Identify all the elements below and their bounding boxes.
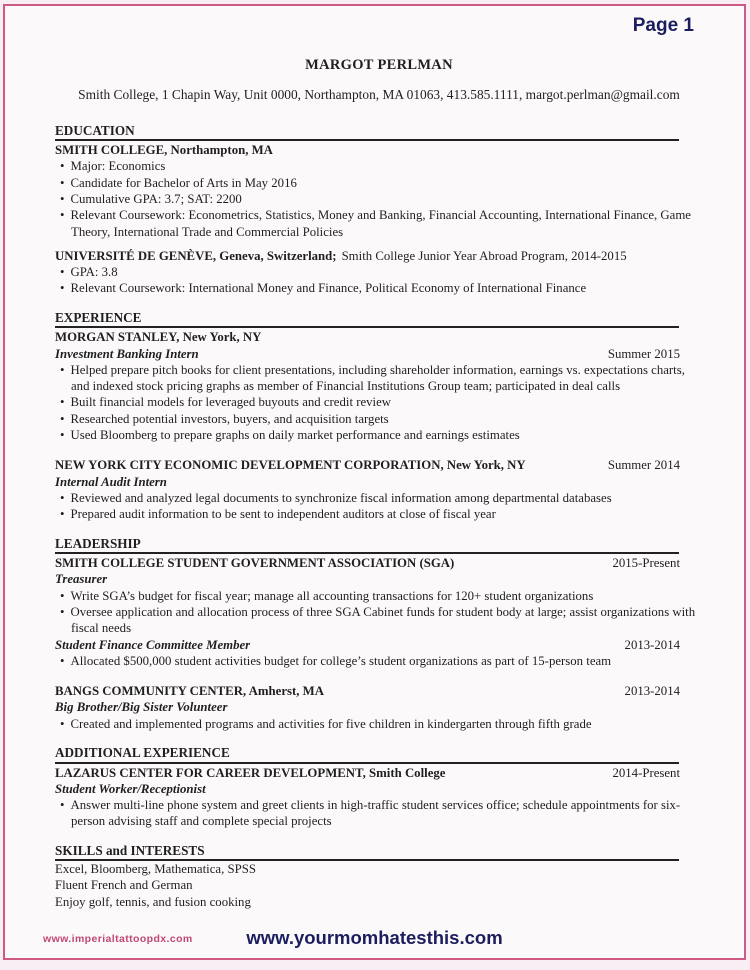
section-experience bbox=[55, 310, 703, 523]
section-leadership bbox=[55, 536, 703, 732]
bullet-item: • Relevant Coursework: International Money and Finance, Political Economy of International Finance bbox=[55, 280, 703, 296]
skills-line: Enjoy golf, tennis, and fusion cooking bbox=[55, 894, 251, 909]
job-title-row bbox=[55, 699, 703, 715]
page-number-label: Page 1 bbox=[632, 15, 694, 36]
employer-title-row bbox=[55, 329, 703, 345]
education-entry-smith bbox=[55, 142, 703, 240]
bullet-item: • Reviewed and analyzed legal documents to synchronize fiscal information among departmental databases bbox=[55, 490, 703, 506]
section-heading-skills-interests: SKILLS and INTERESTS bbox=[55, 843, 679, 862]
education-entry-geneva bbox=[55, 248, 703, 297]
employer-title-row bbox=[55, 457, 703, 473]
section-heading-leadership: LEADERSHIP bbox=[55, 536, 679, 555]
organization-title-row bbox=[55, 555, 703, 571]
bullet-list bbox=[55, 653, 703, 669]
date-range: Summer 2014 bbox=[607, 458, 680, 473]
date-range: 2014-Present bbox=[612, 765, 680, 780]
section-heading-education: EDUCATION bbox=[55, 123, 679, 142]
employer-title-row bbox=[55, 765, 703, 781]
section-heading-additional-experience: ADDITIONAL EXPERIENCE bbox=[55, 745, 679, 764]
bullet-item: • Oversee application and allocation process of three SGA Cabinet funds for student body at large; assist organizations with fiscal needs bbox=[55, 604, 703, 637]
bullet-item: • Answer multi-line phone system and greet clients in high-traffic student services office; schedule appointments for six-person advising staff and complete special projects bbox=[55, 797, 703, 830]
bullet-item: • Built financial models for leveraged buyouts and credit review bbox=[55, 394, 703, 410]
resume-content bbox=[55, 57, 703, 910]
school-name: SMITH COLLEGE, Northampton, MA bbox=[55, 143, 273, 158]
employer-name: MORGAN STANLEY, New York, NY bbox=[55, 330, 262, 345]
section-skills-interests bbox=[55, 843, 703, 910]
school-name: UNIVERSITÉ DE GENÈVE, Geneva, Switzerland; bbox=[55, 248, 337, 263]
job-title: Student Worker/Receptionist bbox=[55, 781, 206, 796]
bullet-item: • GPA: 3.8 bbox=[55, 264, 703, 280]
bullet-list bbox=[55, 797, 703, 830]
page-border-frame bbox=[3, 4, 746, 960]
organization-name: BANGS COMMUNITY CENTER, Amherst, MA bbox=[55, 684, 324, 699]
bullet-item: • Helped prepare pitch books for client presentations, including shareholder information, earnings vs. expectations charts, and indexed stock pricing graphs as member of Financial Institutions Group team; participated in deal calls bbox=[55, 362, 703, 395]
section-additional-experience bbox=[55, 745, 703, 830]
bullet-item: • Candidate for Bachelor of Arts in May 2016 bbox=[55, 175, 703, 191]
bullet-item: • Major: Economics bbox=[55, 158, 703, 174]
organization-name: SMITH COLLEGE STUDENT GOVERNMENT ASSOCIATION (SGA) bbox=[55, 556, 455, 571]
bullet-item: • Allocated $500,000 student activities budget for college’s student organizations as part of 15-person team bbox=[55, 653, 703, 669]
job-title: Internal Audit Intern bbox=[55, 474, 167, 489]
bullet-item: • Created and implemented programs and activities for five children in kindergarten through fifth grade bbox=[55, 716, 703, 732]
school-title-row bbox=[55, 142, 703, 158]
bullet-list bbox=[55, 716, 703, 732]
section-heading-experience: EXPERIENCE bbox=[55, 310, 679, 329]
job-title-row bbox=[55, 637, 703, 653]
bullet-item: • Used Bloomberg to prepare graphs on daily market performance and earnings estimates bbox=[55, 427, 703, 443]
bullet-item: • Prepared audit information to be sent to independent auditors at close of fiscal year bbox=[55, 506, 703, 522]
date-range: Summer 2015 bbox=[607, 346, 680, 361]
job-title-row bbox=[55, 474, 703, 490]
leadership-entry-bangs bbox=[55, 683, 703, 732]
bullet-list bbox=[55, 588, 703, 637]
bullet-item: • Write SGA’s budget for fiscal year; manage all accounting transactions for 120+ student organizations bbox=[55, 588, 703, 604]
bullet-item: • Researched potential investors, buyers, and acquisition targets bbox=[55, 411, 703, 427]
job-title: Big Brother/Big Sister Volunteer bbox=[55, 700, 228, 715]
organization-title-row bbox=[55, 683, 703, 699]
bullet-item: • Cumulative GPA: 3.7; SAT: 2200 bbox=[55, 191, 703, 207]
job-title-row bbox=[55, 781, 703, 797]
watermark-imperialtattoopdx: www.imperialtattoopdx.com bbox=[43, 933, 193, 945]
job-title-row bbox=[55, 571, 703, 587]
job-title: Investment Banking Intern bbox=[55, 346, 199, 361]
contact-line: Smith College, 1 Chapin Way, Unit 0000, Northampton, MA 01063, 413.585.1111, margot.perlman@gmail.com bbox=[78, 87, 680, 103]
watermark-yourmomhatesthis: www.yourmomhatesthis.com bbox=[246, 927, 503, 948]
leadership-entry-sga bbox=[55, 555, 703, 669]
date-range: 2013-2014 bbox=[624, 684, 680, 699]
school-title-line bbox=[55, 248, 703, 264]
experience-entry-nycedc bbox=[55, 457, 703, 522]
date-range: 2013-2014 bbox=[624, 637, 680, 652]
candidate-name: MARGOT PERLMAN bbox=[305, 57, 453, 73]
bullet-list bbox=[55, 264, 703, 297]
job-title: Student Finance Committee Member bbox=[55, 637, 251, 652]
skills-line: Excel, Bloomberg, Mathematica, SPSS bbox=[55, 862, 256, 877]
skills-line: Fluent French and German bbox=[55, 878, 193, 893]
bullet-item: • Relevant Coursework: Econometrics, Statistics, Money and Banking, Financial Accounting, International Finance, Game Theory, International Trade and Commercial Policies bbox=[55, 207, 703, 240]
experience-entry-morgan-stanley bbox=[55, 329, 703, 443]
employer-name: NEW YORK CITY ECONOMIC DEVELOPMENT CORPORATION, New York, NY bbox=[55, 458, 526, 473]
employer-name: LAZARUS CENTER FOR CAREER DEVELOPMENT, Smith College bbox=[55, 765, 446, 780]
job-title-row bbox=[55, 346, 703, 362]
additional-entry-lazarus bbox=[55, 765, 703, 830]
date-range: 2015-Present bbox=[612, 556, 680, 571]
program-description: Smith College Junior Year Abroad Program, 2014-2015 bbox=[341, 248, 627, 263]
bullet-list bbox=[55, 362, 703, 443]
bullet-list bbox=[55, 490, 703, 523]
section-education bbox=[55, 123, 703, 297]
job-title: Treasurer bbox=[55, 572, 108, 587]
bullet-list bbox=[55, 158, 703, 239]
